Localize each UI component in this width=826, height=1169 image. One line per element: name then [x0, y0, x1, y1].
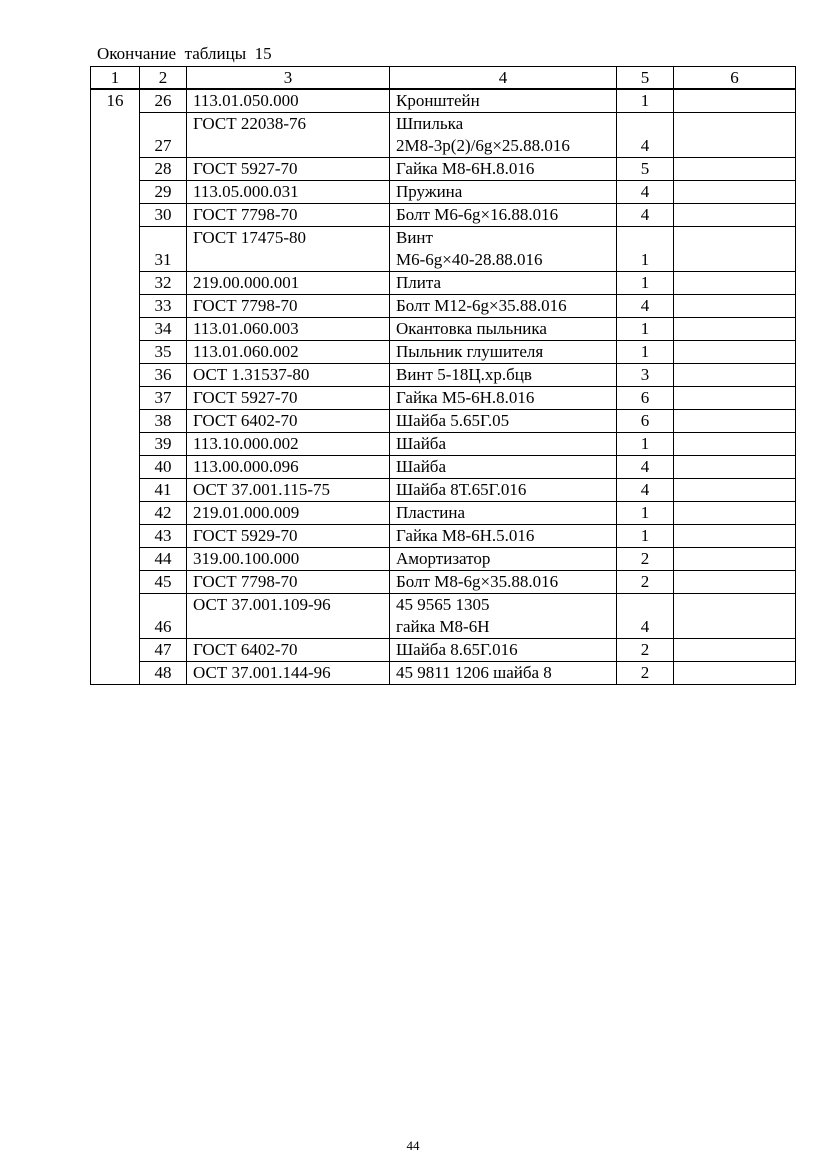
quantity-cell: 2: [617, 571, 674, 594]
quantity-cell: 1: [617, 525, 674, 548]
quantity-cell: 4: [617, 479, 674, 502]
designation-cell: ОСТ 37.001.115-75: [187, 479, 390, 502]
table-row: [91, 594, 796, 639]
quantity-cell: 1: [617, 272, 674, 295]
designation-cell: 113.01.050.000: [187, 89, 390, 113]
table-row: [91, 479, 796, 502]
quantity-cell: 4: [617, 594, 674, 639]
position-cell: 37: [140, 387, 187, 410]
position-cell: 31: [140, 227, 187, 272]
name-line: 45 9565 1305: [396, 595, 490, 614]
table-row: [91, 548, 796, 571]
table-row: [91, 227, 796, 272]
note-cell: [674, 204, 796, 227]
designation-cell: 319.00.100.000: [187, 548, 390, 571]
name-cell: [390, 318, 617, 341]
column-header: 2: [140, 67, 187, 90]
name-line: Болт М6-6g×16.88.016: [396, 205, 559, 224]
note-cell: [674, 227, 796, 272]
position-cell: 35: [140, 341, 187, 364]
name-cell: [390, 502, 617, 525]
position-cell: 40: [140, 456, 187, 479]
name-line: Гайка М8-6Н.8.016: [396, 159, 535, 178]
name-line: Гайка М5-6Н.8.016: [396, 388, 535, 407]
note-cell: [674, 158, 796, 181]
position-cell: 33: [140, 295, 187, 318]
table-body: [91, 89, 796, 685]
designation-cell: 113.01.060.002: [187, 341, 390, 364]
name-cell: [390, 571, 617, 594]
name-line: Окантовка пыльника: [396, 319, 547, 338]
parts-table: [90, 66, 796, 685]
table-row: [91, 410, 796, 433]
table-row: [91, 364, 796, 387]
name-line: Болт М8-6g×35.88.016: [396, 572, 559, 591]
quantity-cell: 3: [617, 364, 674, 387]
name-cell: [390, 548, 617, 571]
name-cell: [390, 410, 617, 433]
name-cell: [390, 113, 617, 158]
quantity-cell: 4: [617, 181, 674, 204]
name-line: Винт 5-18Ц.хр.бцв: [396, 365, 532, 384]
name-line: Шпилька: [396, 114, 464, 133]
designation-cell: 113.05.000.031: [187, 181, 390, 204]
name-line: Амортизатор: [396, 549, 491, 568]
designation-cell: ГОСТ 5927-70: [187, 158, 390, 181]
position-cell: 38: [140, 410, 187, 433]
name-cell: [390, 479, 617, 502]
designation-cell: ГОСТ 6402-70: [187, 639, 390, 662]
column-header: 4: [390, 67, 617, 90]
note-cell: [674, 548, 796, 571]
designation-cell: ГОСТ 7798-70: [187, 295, 390, 318]
designation-cell: ОСТ 37.001.109-96: [187, 594, 390, 639]
quantity-cell: 6: [617, 410, 674, 433]
quantity-cell: 4: [617, 113, 674, 158]
quantity-cell: 5: [617, 158, 674, 181]
name-line: гайка М8-6Н: [396, 617, 490, 636]
note-cell: [674, 113, 796, 158]
name-cell: [390, 639, 617, 662]
name-line: М6-6g×40-28.88.016: [396, 250, 543, 269]
table-row: [91, 433, 796, 456]
column-header: 5: [617, 67, 674, 90]
name-cell: [390, 662, 617, 685]
position-cell: 41: [140, 479, 187, 502]
note-cell: [674, 89, 796, 113]
position-cell: 46: [140, 594, 187, 639]
note-cell: [674, 410, 796, 433]
quantity-cell: 6: [617, 387, 674, 410]
designation-cell: 113.10.000.002: [187, 433, 390, 456]
note-cell: [674, 525, 796, 548]
note-cell: [674, 662, 796, 685]
name-line: Болт М12-6g×35.88.016: [396, 296, 567, 315]
name-cell: [390, 525, 617, 548]
designation-cell: ГОСТ 5929-70: [187, 525, 390, 548]
quantity-cell: 1: [617, 433, 674, 456]
name-cell: [390, 295, 617, 318]
quantity-cell: 1: [617, 318, 674, 341]
table-caption: Окончание таблицы 15: [97, 44, 272, 63]
page-number: 44: [406, 1138, 420, 1153]
table-row: [91, 502, 796, 525]
table-row: [91, 525, 796, 548]
name-line: Пыльник глушителя: [396, 342, 544, 361]
table-row: [91, 113, 796, 158]
table-row: [91, 662, 796, 685]
designation-cell: ГОСТ 17475-80: [187, 227, 390, 272]
name-cell: [390, 204, 617, 227]
note-cell: [674, 639, 796, 662]
position-cell: 48: [140, 662, 187, 685]
table-row: [91, 295, 796, 318]
note-cell: [674, 181, 796, 204]
position-cell: 32: [140, 272, 187, 295]
name-cell: [390, 364, 617, 387]
group-number-cell: 16: [91, 89, 140, 685]
position-cell: 44: [140, 548, 187, 571]
table-row: [91, 89, 796, 113]
position-cell: 29: [140, 181, 187, 204]
column-header: 3: [187, 67, 390, 90]
name-line: 45 9811 1206 шайба 8: [396, 663, 552, 682]
name-cell: [390, 387, 617, 410]
name-line: Гайка М8-6Н.5.016: [396, 526, 535, 545]
designation-cell: 219.01.000.009: [187, 502, 390, 525]
designation-cell: ОСТ 37.001.144-96: [187, 662, 390, 685]
name-line: Пружина: [396, 182, 463, 201]
name-line: Шайба: [396, 457, 446, 476]
name-cell: [390, 181, 617, 204]
position-cell: 39: [140, 433, 187, 456]
name-line: Шайба 8.65Г.016: [396, 640, 518, 659]
quantity-cell: 2: [617, 662, 674, 685]
table-row: [91, 387, 796, 410]
note-cell: [674, 364, 796, 387]
note-cell: [674, 479, 796, 502]
name-line: Кронштейн: [396, 91, 480, 110]
designation-cell: 113.01.060.003: [187, 318, 390, 341]
note-cell: [674, 272, 796, 295]
quantity-cell: 1: [617, 502, 674, 525]
designation-cell: ГОСТ 22038-76: [187, 113, 390, 158]
table-row: [91, 639, 796, 662]
name-cell: [390, 89, 617, 113]
quantity-cell: 1: [617, 89, 674, 113]
note-cell: [674, 318, 796, 341]
position-cell: 34: [140, 318, 187, 341]
position-cell: 42: [140, 502, 187, 525]
table-row: [91, 204, 796, 227]
position-cell: 27: [140, 113, 187, 158]
table-row: [91, 341, 796, 364]
note-cell: [674, 571, 796, 594]
column-header: 1: [91, 67, 140, 90]
note-cell: [674, 502, 796, 525]
table-header-row: [91, 67, 796, 90]
note-cell: [674, 594, 796, 639]
name-line: Винт: [396, 228, 433, 247]
table-row: [91, 181, 796, 204]
quantity-cell: 4: [617, 204, 674, 227]
position-cell: 47: [140, 639, 187, 662]
position-cell: 43: [140, 525, 187, 548]
designation-cell: ГОСТ 7798-70: [187, 571, 390, 594]
table-row: [91, 571, 796, 594]
name-cell: [390, 158, 617, 181]
name-cell: [390, 594, 617, 639]
name-cell: [390, 227, 617, 272]
designation-cell: ГОСТ 5927-70: [187, 387, 390, 410]
name-cell: [390, 456, 617, 479]
table-row: [91, 272, 796, 295]
name-line: Плита: [396, 273, 442, 292]
quantity-cell: 2: [617, 639, 674, 662]
note-cell: [674, 387, 796, 410]
position-cell: 45: [140, 571, 187, 594]
note-cell: [674, 341, 796, 364]
table-row: [91, 158, 796, 181]
quantity-cell: 4: [617, 295, 674, 318]
position-cell: 26: [140, 89, 187, 113]
designation-cell: ГОСТ 7798-70: [187, 204, 390, 227]
name-line: Шайба 5.65Г.05: [396, 411, 510, 430]
column-header: 6: [674, 67, 796, 90]
note-cell: [674, 295, 796, 318]
position-cell: 28: [140, 158, 187, 181]
designation-cell: 113.00.000.096: [187, 456, 390, 479]
designation-cell: ОСТ 1.31537-80: [187, 364, 390, 387]
note-cell: [674, 433, 796, 456]
quantity-cell: 2: [617, 548, 674, 571]
quantity-cell: 1: [617, 227, 674, 272]
name-line: Пластина: [396, 503, 466, 522]
name-cell: [390, 433, 617, 456]
quantity-cell: 1: [617, 341, 674, 364]
quantity-cell: 4: [617, 456, 674, 479]
name-cell: [390, 341, 617, 364]
position-cell: 30: [140, 204, 187, 227]
designation-cell: ГОСТ 6402-70: [187, 410, 390, 433]
table-row: [91, 456, 796, 479]
position-cell: 36: [140, 364, 187, 387]
note-cell: [674, 456, 796, 479]
table-row: [91, 318, 796, 341]
name-line: Шайба: [396, 434, 446, 453]
designation-cell: 219.00.000.001: [187, 272, 390, 295]
name-line: 2М8-3р(2)/6g×25.88.016: [396, 136, 570, 155]
name-line: Шайба 8Т.65Г.016: [396, 480, 527, 499]
name-cell: [390, 272, 617, 295]
